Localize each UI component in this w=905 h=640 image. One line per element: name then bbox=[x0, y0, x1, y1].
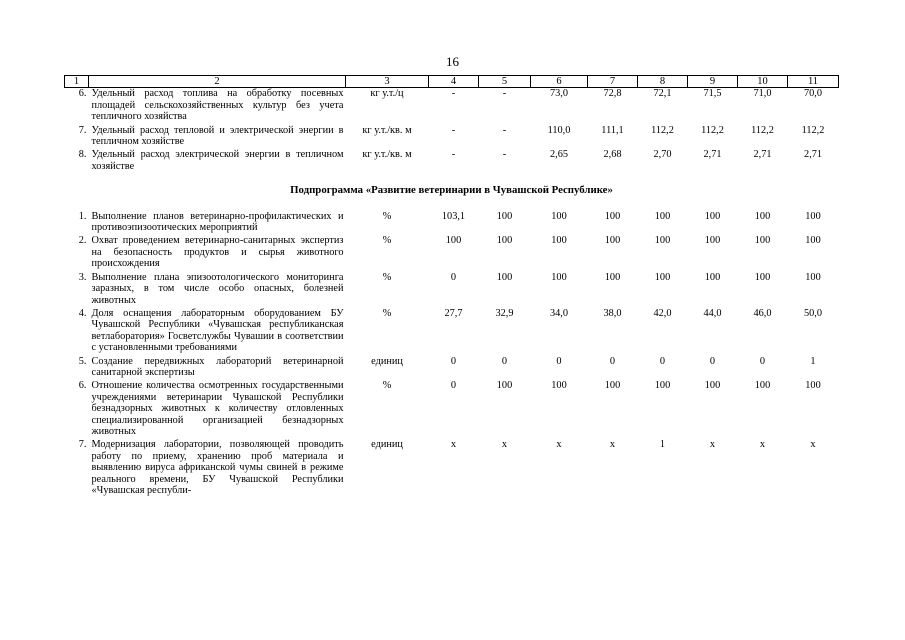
value-cell: x bbox=[759, 439, 766, 451]
value-cell: 72,1 bbox=[653, 88, 672, 100]
value-cell: 100 bbox=[805, 271, 821, 283]
value-cell: 100 bbox=[704, 235, 721, 247]
value-cell: - bbox=[451, 88, 456, 100]
value-cell: x bbox=[556, 439, 562, 451]
value-cell: x bbox=[450, 439, 457, 451]
value-cell: 46,0 bbox=[753, 307, 772, 319]
value-cell: 1 bbox=[810, 355, 816, 367]
value-cell: 100 bbox=[604, 380, 621, 392]
header-cell: 7 bbox=[588, 76, 638, 88]
value-cell: 100 bbox=[445, 235, 462, 247]
row-number: 6. bbox=[78, 88, 87, 100]
value-cell: 100 bbox=[551, 380, 567, 392]
subprogram-title: Подпрограмма «Развитие ветеринарии в Чувашской Республике» bbox=[290, 184, 613, 197]
value-cell: 103,1 bbox=[441, 210, 466, 222]
indicator-name: Отношение количества осмотренных государственными учреждениями ветеринарии Чувашской Республики безнадзорных животных к количеству отловленных специализированной организацией безнадзорных животных bbox=[91, 380, 344, 437]
value-cell: 100 bbox=[654, 210, 671, 222]
header-cell: 9 bbox=[688, 76, 738, 88]
value-cell: 2,70 bbox=[653, 149, 672, 161]
value-cell: 42,0 bbox=[653, 307, 672, 319]
indicator-name: Создание передвижных лабораторий ветеринарной санитарной экспертизы bbox=[91, 355, 344, 378]
value-cell: 112,2 bbox=[801, 124, 825, 136]
value-cell: 111,1 bbox=[601, 124, 624, 136]
value-cell: 100 bbox=[604, 271, 621, 283]
value-cell: 100 bbox=[604, 210, 621, 222]
table-row bbox=[65, 88, 839, 125]
value-cell: 71,0 bbox=[753, 88, 772, 100]
value-cell: 100 bbox=[654, 380, 671, 392]
value-cell: 0 bbox=[759, 355, 766, 367]
value-cell: x bbox=[501, 439, 508, 451]
value-cell: 100 bbox=[754, 210, 771, 222]
table-row bbox=[65, 439, 839, 498]
value-cell: 44,0 bbox=[703, 307, 722, 319]
row-number: 4. bbox=[78, 307, 87, 319]
value-cell: 112,2 bbox=[751, 124, 774, 136]
table-row bbox=[65, 308, 839, 356]
unit-of-measure: % bbox=[382, 271, 392, 283]
value-cell: 73,0 bbox=[549, 88, 569, 100]
table-row bbox=[65, 211, 839, 236]
value-cell: 100 bbox=[754, 271, 771, 283]
page-number: 16 bbox=[446, 54, 459, 69]
value-cell: 2,71 bbox=[703, 149, 722, 161]
table-row bbox=[65, 356, 839, 381]
value-cell: 34,0 bbox=[549, 307, 569, 319]
indicator-name: Выполнение плана эпизоотологического мониторинга заразных, в том числе особо опасных, болезней животных bbox=[91, 271, 344, 306]
subprogram-row bbox=[65, 174, 839, 210]
unit-of-measure: % bbox=[382, 210, 392, 222]
header-cell: 6 bbox=[531, 76, 588, 88]
unit-of-measure: % bbox=[382, 380, 392, 392]
value-cell: 2,65 bbox=[549, 149, 569, 161]
value-cell: 100 bbox=[805, 210, 821, 222]
header-cell: 8 bbox=[638, 76, 688, 88]
value-cell: 112,2 bbox=[651, 124, 674, 136]
value-cell: 50,0 bbox=[803, 307, 823, 319]
unit-of-measure: единиц bbox=[371, 439, 403, 451]
value-cell: x bbox=[709, 439, 716, 451]
column-number-header bbox=[65, 76, 839, 88]
value-cell: 0 bbox=[450, 355, 457, 367]
table-row bbox=[65, 380, 839, 439]
header-cell: 5 bbox=[479, 76, 531, 88]
value-cell: 100 bbox=[704, 271, 721, 283]
value-cell: 2,71 bbox=[803, 149, 823, 161]
header-cell: 1 bbox=[65, 76, 89, 88]
indicator-name: Доля оснащения лабораторным оборудованием БУ Чувашской Республики «Чувашская республиканская ветлаборатория» Госветслужбы Чувашии в соответствии с установленными требованиями bbox=[91, 307, 344, 354]
value-cell: 0 bbox=[556, 355, 562, 367]
value-cell: 100 bbox=[754, 380, 771, 392]
value-cell: 100 bbox=[496, 271, 513, 283]
row-number: 6. bbox=[78, 380, 87, 392]
indicator-name: Охват проведением ветеринарно-санитарных экспертиз на безопасность продуктов и сырья животного происхождения bbox=[91, 235, 344, 270]
unit-of-measure: единиц bbox=[371, 355, 403, 367]
value-cell: 32,9 bbox=[495, 307, 514, 319]
value-cell: 1 bbox=[659, 439, 666, 451]
value-cell: 38,0 bbox=[603, 307, 622, 319]
header-cell: 3 bbox=[346, 76, 429, 88]
value-cell: 0 bbox=[450, 271, 457, 283]
value-cell: 0 bbox=[709, 355, 716, 367]
value-cell: 2,71 bbox=[753, 149, 772, 161]
value-cell: 0 bbox=[609, 355, 616, 367]
header-cell: 2 bbox=[89, 76, 346, 88]
unit-of-measure: кг у.т./кв. м bbox=[362, 124, 412, 136]
value-cell: 72,8 bbox=[603, 88, 622, 100]
value-cell: - bbox=[502, 149, 507, 161]
value-cell: 71,5 bbox=[703, 88, 722, 100]
value-cell: 100 bbox=[551, 271, 567, 283]
value-cell: 100 bbox=[805, 235, 821, 247]
row-number: 8. bbox=[78, 149, 87, 161]
value-cell: 100 bbox=[704, 210, 721, 222]
indicator-name: Удельный расход электрической энергии в тепличном хозяйстве bbox=[91, 149, 344, 172]
value-cell: 100 bbox=[551, 210, 567, 222]
value-cell: 100 bbox=[496, 210, 513, 222]
row-number: 1. bbox=[78, 210, 87, 222]
value-cell: - bbox=[451, 149, 456, 161]
value-cell: 110,0 bbox=[547, 124, 571, 136]
value-cell: 0 bbox=[659, 355, 666, 367]
value-cell: 100 bbox=[604, 235, 621, 247]
indicator-name: Модернизация лаборатории, позволяющей проводить работу по приему, хранению проб материала и выявлению вируса африканской чумы свиней в режиме реального времени, БУ Чувашской Республики «Чувашская республи- bbox=[91, 439, 344, 496]
value-cell: 100 bbox=[754, 235, 771, 247]
value-cell: 100 bbox=[496, 380, 513, 392]
value-cell: 100 bbox=[654, 235, 671, 247]
unit-of-measure: % bbox=[382, 307, 392, 319]
indicators-table bbox=[64, 75, 839, 498]
row-number: 7. bbox=[78, 439, 87, 451]
value-cell: 0 bbox=[501, 355, 508, 367]
value-cell: - bbox=[451, 124, 456, 136]
table-row bbox=[65, 272, 839, 308]
table-row bbox=[65, 149, 839, 174]
header-cell: 11 bbox=[788, 76, 839, 88]
row-number: 7. bbox=[78, 124, 87, 136]
value-cell: 100 bbox=[805, 380, 821, 392]
indicator-name: Удельный расход топлива на обработку посевных площадей сельскохозяйственных культур без учета тепличного хозяйства bbox=[91, 88, 344, 123]
row-number: 2. bbox=[78, 235, 87, 247]
value-cell: 27,7 bbox=[444, 307, 463, 319]
row-number: 3. bbox=[78, 271, 87, 283]
value-cell: - bbox=[502, 124, 507, 136]
value-cell: 100 bbox=[654, 271, 671, 283]
indicator-name: Выполнение планов ветеринарно-профилактических и противоэпизоотических мероприятий bbox=[91, 210, 344, 234]
header-cell: 4 bbox=[429, 76, 479, 88]
indicator-name: Удельный расход тепловой и электрической энергии в тепличном хозяйстве bbox=[91, 124, 344, 148]
value-cell: 0 bbox=[450, 380, 457, 392]
value-cell: 100 bbox=[704, 380, 721, 392]
value-cell: x bbox=[810, 439, 816, 451]
row-number: 5. bbox=[78, 355, 87, 367]
unit-of-measure: % bbox=[382, 235, 392, 247]
value-cell: 100 bbox=[551, 235, 567, 247]
table-row bbox=[65, 235, 839, 271]
unit-of-measure: кг у.т./кв. м bbox=[362, 149, 412, 161]
value-cell: 112,2 bbox=[701, 124, 724, 136]
value-cell: 70,0 bbox=[803, 88, 823, 100]
value-cell: x bbox=[609, 439, 616, 451]
table-row bbox=[65, 125, 839, 150]
value-cell: 2,68 bbox=[603, 149, 622, 161]
value-cell: - bbox=[502, 88, 507, 100]
header-cell: 10 bbox=[738, 76, 788, 88]
value-cell: 100 bbox=[496, 235, 513, 247]
unit-of-measure: кг у.т./ц bbox=[370, 88, 404, 100]
